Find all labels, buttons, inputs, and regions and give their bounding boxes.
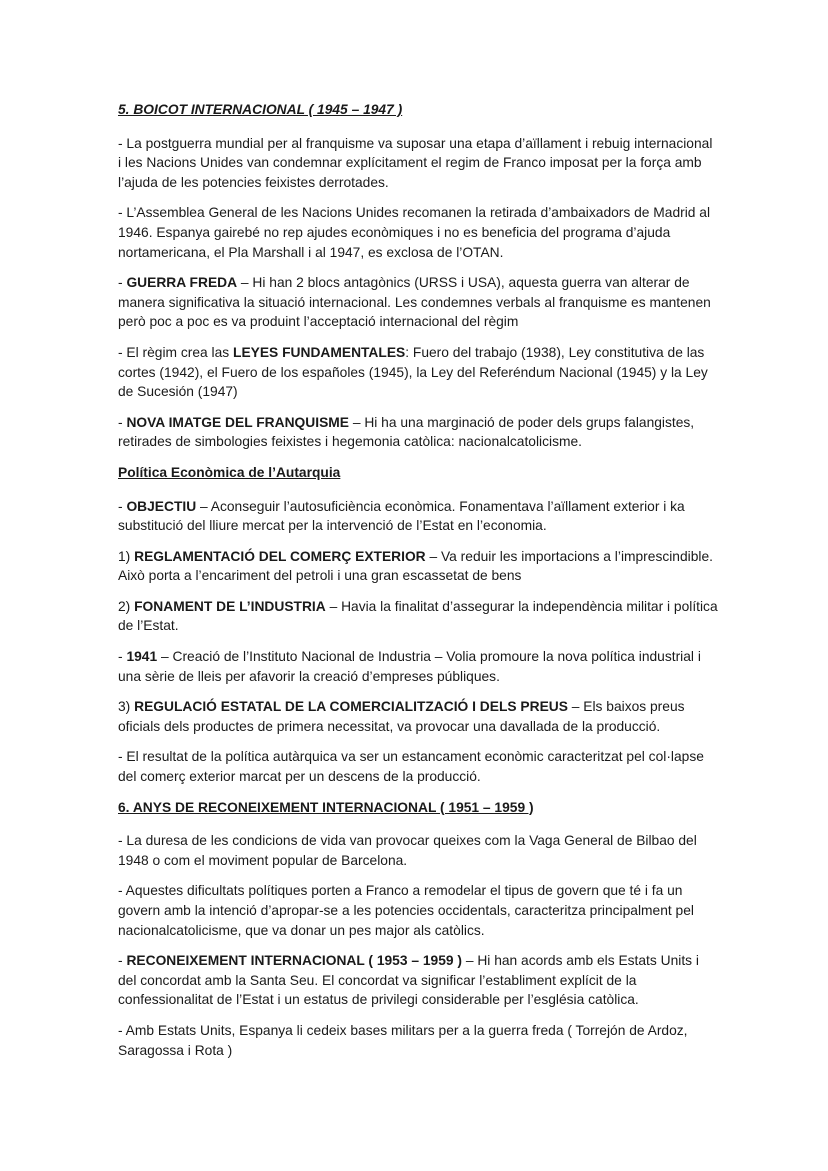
section-reconeixement <box>118 798 718 1061</box>
paragraph: 3) REGULACIÓ ESTATAL DE LA COMERCIALITZACIÓ I DELS PREUS – Els baixos preus oficials dels productes de primera necessitat, va provocar una davallada de la producció. <box>118 699 685 734</box>
paragraph: - El resultat de la política autàrquica va ser un estancament econòmic caracteritzat pel col·lapse del comerç exterior marcat per un descens de la producció. <box>118 749 704 785</box>
paragraph: - La postguerra mundial per al franquisme va suposar una etapa d’aïllament i rebuig internacional i les Nacions Unides van condemnar explícitament el regim de Franco imposat per la força amb l’ajuda de les potencies feixistes derrotades. <box>118 135 713 190</box>
paragraph: - 1941 – Creació de l’Instituto Nacional de Industria – Volia promoure la nova política industrial i una sèrie de lleis per afavorir la creació d’empreses públiques. <box>118 649 701 684</box>
section-title: Política Econòmica de l’Autarquia <box>118 464 341 480</box>
paragraph: - RECONEIXEMENT INTERNACIONAL ( 1953 – 1959 ) – Hi han acords amb els Estats Units i del concordat amb la Santa Seu. El concordat va significar l’establiment explícit de la confessionalitat de l’Estat i un estatus de privilegi considerable per l’església catòlica. <box>118 953 699 1008</box>
paragraph: 1) REGLAMENTACIÓ DEL COMERÇ EXTERIOR – Va reduir les importacions a l’imprescindible. Això porta a l’encariment del petroli i una gran escassetat de bens <box>118 548 713 584</box>
paragraph: - El règim crea las LEYES FUNDAMENTALES: Fuero del trabajo (1938), Ley constitutiva de las cortes (1942), el Fuero de los españoles (1945), la Ley del Referéndum Nacional (1945) y la Ley de Sucesión (1947) <box>118 344 708 400</box>
section-title: 5. BOICOT INTERNACIONAL ( 1945 – 1947 ) <box>118 102 403 117</box>
paragraph: - GUERRA FREDA – Hi han 2 blocs antagònics (URSS i USA), aquesta guerra van alterar de manera significativa la situació internacional. Les condemnes verbals al franquisme es mantenen però poc a poc es va produint l’acceptació internacional del règim <box>118 275 711 330</box>
paragraph: - Amb Estats Units, Espanya li cedeix bases militars per a la guerra freda ( Torrejón de Ardoz, Saragossa i Rota ) <box>118 1022 688 1058</box>
paragraph: - La duresa de les condicions de vida van provocar queixes com la Vaga General de Bilbao del 1948 o com el moviment popular de Barcelona. <box>118 833 697 868</box>
section-title: 6. ANYS DE RECONEIXEMENT INTERNACIONAL ( 1951 – 1959 ) <box>118 799 534 815</box>
paragraph: - Aquestes dificultats polítiques porten a Franco a remodelar el tipus de govern que té i fa un govern amb la intenció d’apropar-se a les potencies occidentals, caracteritza principalment pel nacionalcatolicisme, que va donar un pes major als catòlics. <box>118 883 694 938</box>
section-autarquia <box>118 463 718 787</box>
paragraph: - NOVA IMATGE DEL FRANQUISME – Hi ha una marginació de poder dels grups falangistes, retirades de simbologies feixistes i hegemonia catòlica: nacionalcatolicisme. <box>118 414 695 450</box>
paragraph: 2) FONAMENT DE L’INDUSTRIA – Havia la finalitat d’assegurar la independència militar i política de l’Estat. <box>118 598 718 634</box>
paragraph: - OBJECTIU – Aconseguir l’autosuficiència econòmica. Fonamentava l’aïllament exterior i ka substitució del lliure mercat per la intervenció de l’Estat en l’economia. <box>118 498 685 534</box>
section-boicot <box>118 100 718 452</box>
paragraph: - L’Assemblea General de les Nacions Unides recomanen la retirada d’ambaixadors de Madrid al 1946. Espanya gairebé no rep ajudes econòmiques i no es beneficia del programa d’ajuda nortamericana, el Pla Marshall i al 1947, es exclosa de l’OTAN. <box>118 205 711 260</box>
